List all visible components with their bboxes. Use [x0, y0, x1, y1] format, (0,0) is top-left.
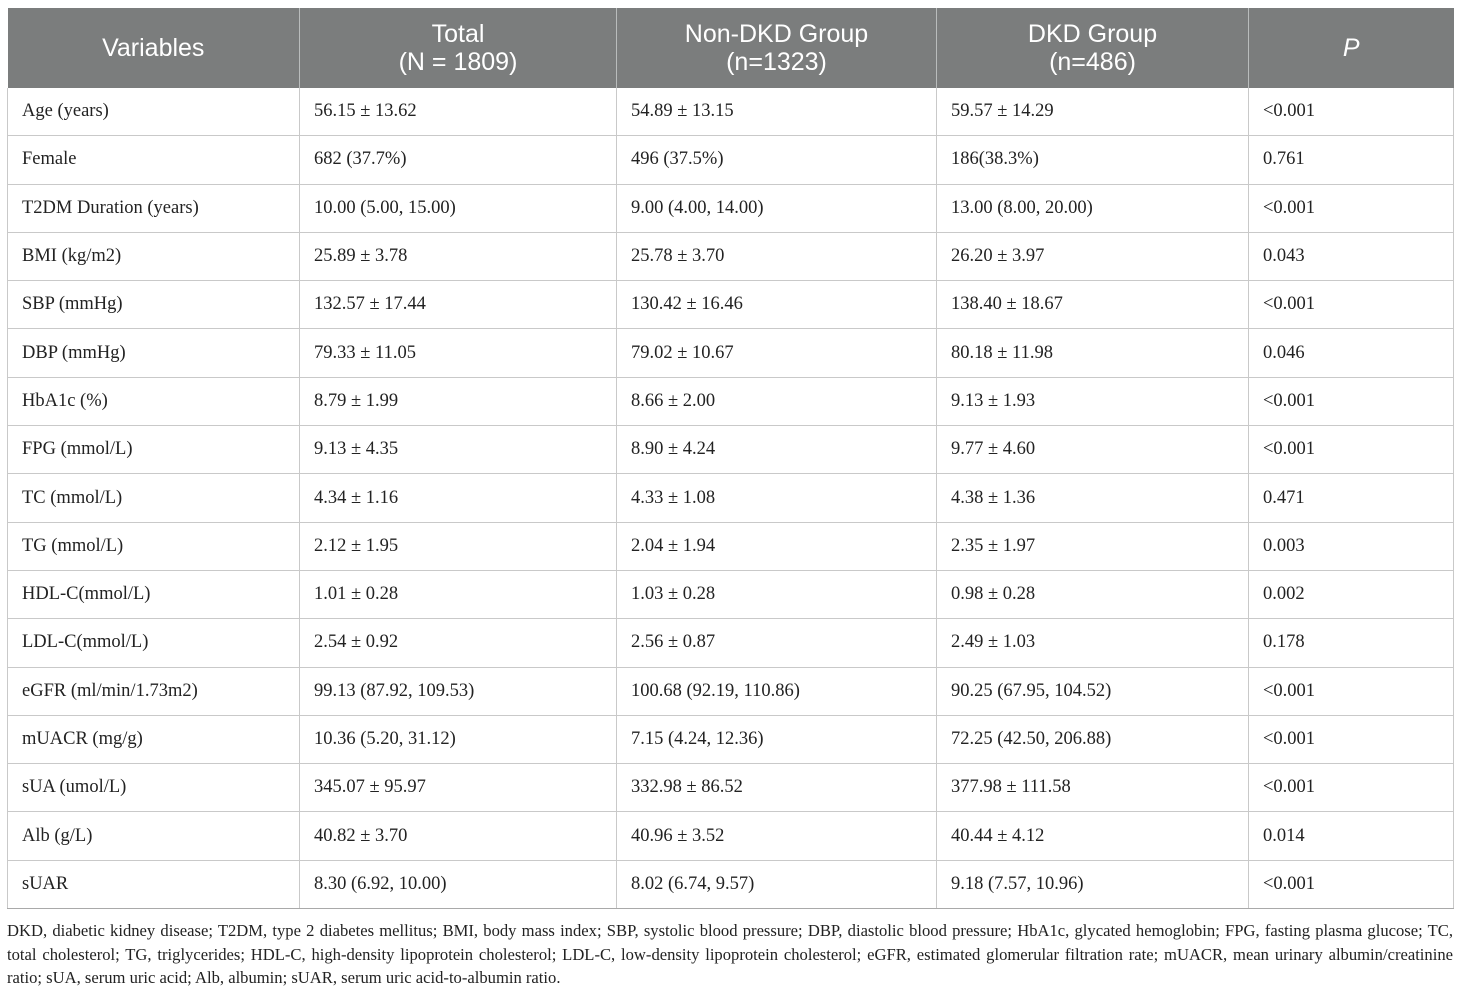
- cell-total: 682 (37.7%): [300, 136, 617, 184]
- cell-p-value: 0.003: [1249, 522, 1454, 570]
- cell-p-value: 0.471: [1249, 474, 1454, 522]
- cell-non-dkd: 9.00 (4.00, 14.00): [617, 184, 937, 232]
- baseline-characteristics-table-container: [7, 8, 1453, 909]
- header-variables-label: Variables: [102, 34, 205, 62]
- cell-p-value: <0.001: [1249, 426, 1454, 474]
- cell-dkd: 13.00 (8.00, 20.00): [937, 184, 1249, 232]
- header-non-dkd-count: (n=1323): [726, 48, 827, 76]
- cell-total: 10.00 (5.00, 15.00): [300, 184, 617, 232]
- cell-dkd: 9.13 ± 1.93: [937, 377, 1249, 425]
- cell-p-value: <0.001: [1249, 715, 1454, 763]
- cell-dkd: 40.44 ± 4.12: [937, 812, 1249, 860]
- cell-variable: T2DM Duration (years): [8, 184, 300, 232]
- cell-total: 2.54 ± 0.92: [300, 619, 617, 667]
- cell-dkd: 26.20 ± 3.97: [937, 232, 1249, 280]
- cell-total: 9.13 ± 4.35: [300, 426, 617, 474]
- cell-non-dkd: 1.03 ± 0.28: [617, 570, 937, 618]
- cell-dkd: 9.18 (7.57, 10.96): [937, 860, 1249, 908]
- table-row: [8, 136, 1454, 184]
- cell-total: 132.57 ± 17.44: [300, 281, 617, 329]
- header-p-label: P: [1342, 34, 1360, 62]
- cell-variable: TG (mmol/L): [8, 522, 300, 570]
- cell-p-value: 0.014: [1249, 812, 1454, 860]
- cell-variable: FPG (mmol/L): [8, 426, 300, 474]
- cell-variable: eGFR (ml/min/1.73m2): [8, 667, 300, 715]
- cell-non-dkd: 8.90 ± 4.24: [617, 426, 937, 474]
- cell-p-value: <0.001: [1249, 860, 1454, 908]
- table-header: [8, 8, 1454, 88]
- cell-non-dkd: 40.96 ± 3.52: [617, 812, 937, 860]
- table-body: [8, 88, 1454, 909]
- cell-non-dkd: 7.15 (4.24, 12.36): [617, 715, 937, 763]
- cell-non-dkd: 496 (37.5%): [617, 136, 937, 184]
- cell-p-value: 0.043: [1249, 232, 1454, 280]
- cell-total: 345.07 ± 95.97: [300, 764, 617, 812]
- cell-variable: LDL-C(mmol/L): [8, 619, 300, 667]
- table-row: [8, 812, 1454, 860]
- cell-p-value: <0.001: [1249, 184, 1454, 232]
- header-p-value: [1249, 8, 1454, 88]
- header-total: [300, 8, 617, 88]
- header-total-label: Total: [431, 20, 485, 48]
- cell-total: 2.12 ± 1.95: [300, 522, 617, 570]
- cell-total: 79.33 ± 11.05: [300, 329, 617, 377]
- table-row: [8, 860, 1454, 908]
- cell-variable: HbA1c (%): [8, 377, 300, 425]
- cell-non-dkd: 2.04 ± 1.94: [617, 522, 937, 570]
- table-row: [8, 377, 1454, 425]
- cell-p-value: 0.046: [1249, 329, 1454, 377]
- cell-variable: TC (mmol/L): [8, 474, 300, 522]
- table-row: [8, 329, 1454, 377]
- cell-dkd: 377.98 ± 111.58: [937, 764, 1249, 812]
- table-row: [8, 619, 1454, 667]
- cell-non-dkd: 2.56 ± 0.87: [617, 619, 937, 667]
- table-row: [8, 88, 1454, 136]
- table-row: [8, 570, 1454, 618]
- cell-variable: HDL-C(mmol/L): [8, 570, 300, 618]
- cell-non-dkd: 8.02 (6.74, 9.57): [617, 860, 937, 908]
- cell-total: 99.13 (87.92, 109.53): [300, 667, 617, 715]
- cell-dkd: 9.77 ± 4.60: [937, 426, 1249, 474]
- cell-p-value: <0.001: [1249, 764, 1454, 812]
- table-row: [8, 764, 1454, 812]
- cell-variable: Female: [8, 136, 300, 184]
- cell-dkd: 186(38.3%): [937, 136, 1249, 184]
- cell-variable: BMI (kg/m2): [8, 232, 300, 280]
- cell-non-dkd: 8.66 ± 2.00: [617, 377, 937, 425]
- table-row: [8, 474, 1454, 522]
- cell-dkd: 138.40 ± 18.67: [937, 281, 1249, 329]
- cell-total: 8.79 ± 1.99: [300, 377, 617, 425]
- cell-p-value: <0.001: [1249, 281, 1454, 329]
- cell-variable: sUAR: [8, 860, 300, 908]
- cell-non-dkd: 4.33 ± 1.08: [617, 474, 937, 522]
- cell-dkd: 2.49 ± 1.03: [937, 619, 1249, 667]
- cell-total: 40.82 ± 3.70: [300, 812, 617, 860]
- table-row: [8, 232, 1454, 280]
- cell-total: 1.01 ± 0.28: [300, 570, 617, 618]
- header-total-count: (N = 1809): [398, 48, 518, 76]
- header-row: [8, 8, 1454, 88]
- cell-non-dkd: 100.68 (92.19, 110.86): [617, 667, 937, 715]
- table-row: [8, 426, 1454, 474]
- cell-non-dkd: 54.89 ± 13.15: [617, 88, 937, 136]
- table-row: [8, 667, 1454, 715]
- cell-variable: Age (years): [8, 88, 300, 136]
- cell-variable: sUA (umol/L): [8, 764, 300, 812]
- cell-dkd: 2.35 ± 1.97: [937, 522, 1249, 570]
- header-non-dkd-group: [617, 8, 937, 88]
- cell-variable: Alb (g/L): [8, 812, 300, 860]
- cell-p-value: 0.002: [1249, 570, 1454, 618]
- header-dkd-label: DKD Group: [1027, 20, 1158, 48]
- cell-dkd: 0.98 ± 0.28: [937, 570, 1249, 618]
- cell-p-value: <0.001: [1249, 88, 1454, 136]
- cell-total: 8.30 (6.92, 10.00): [300, 860, 617, 908]
- table-row: [8, 281, 1454, 329]
- table-row: [8, 184, 1454, 232]
- cell-total: 4.34 ± 1.16: [300, 474, 617, 522]
- header-variables: [8, 8, 300, 88]
- cell-total: 10.36 (5.20, 31.12): [300, 715, 617, 763]
- cell-total: 25.89 ± 3.78: [300, 232, 617, 280]
- table-row: [8, 715, 1454, 763]
- cell-dkd: 80.18 ± 11.98: [937, 329, 1249, 377]
- cell-non-dkd: 130.42 ± 16.46: [617, 281, 937, 329]
- cell-variable: DBP (mmHg): [8, 329, 300, 377]
- header-dkd-count: (n=486): [1049, 48, 1136, 76]
- cell-dkd: 72.25 (42.50, 206.88): [937, 715, 1249, 763]
- cell-dkd: 90.25 (67.95, 104.52): [937, 667, 1249, 715]
- table-row: [8, 522, 1454, 570]
- header-dkd-group: [937, 8, 1249, 88]
- cell-non-dkd: 79.02 ± 10.67: [617, 329, 937, 377]
- cell-non-dkd: 25.78 ± 3.70: [617, 232, 937, 280]
- cell-variable: mUACR (mg/g): [8, 715, 300, 763]
- cell-non-dkd: 332.98 ± 86.52: [617, 764, 937, 812]
- cell-p-value: 0.178: [1249, 619, 1454, 667]
- baseline-characteristics-table: [7, 8, 1454, 909]
- table-footnote: DKD, diabetic kidney disease; T2DM, type 2 diabetes mellitus; BMI, body mass index; SBP, systolic blood pressure; DBP, diastolic blood pressure; HbA1c, glycated hemoglobin; FPG, fasting plasma glucose; TC, total cholesterol; TG, triglycerides; HDL-C, high-density lipoprotein cholesterol; LDL-C, low-density lipoprotein cholesterol; eGFR, estimated glomerular filtration rate; mUACR, mean urinary albumin/creatinine ratio; sUA, serum uric acid; Alb, albumin; sUAR, serum uric acid-to-albumin ratio.: [7, 921, 1453, 987]
- cell-p-value: <0.001: [1249, 667, 1454, 715]
- cell-dkd: 59.57 ± 14.29: [937, 88, 1249, 136]
- cell-p-value: <0.001: [1249, 377, 1454, 425]
- cell-dkd: 4.38 ± 1.36: [937, 474, 1249, 522]
- header-non-dkd-label: Non-DKD Group: [684, 20, 869, 48]
- cell-variable: SBP (mmHg): [8, 281, 300, 329]
- cell-total: 56.15 ± 13.62: [300, 88, 617, 136]
- cell-p-value: 0.761: [1249, 136, 1454, 184]
